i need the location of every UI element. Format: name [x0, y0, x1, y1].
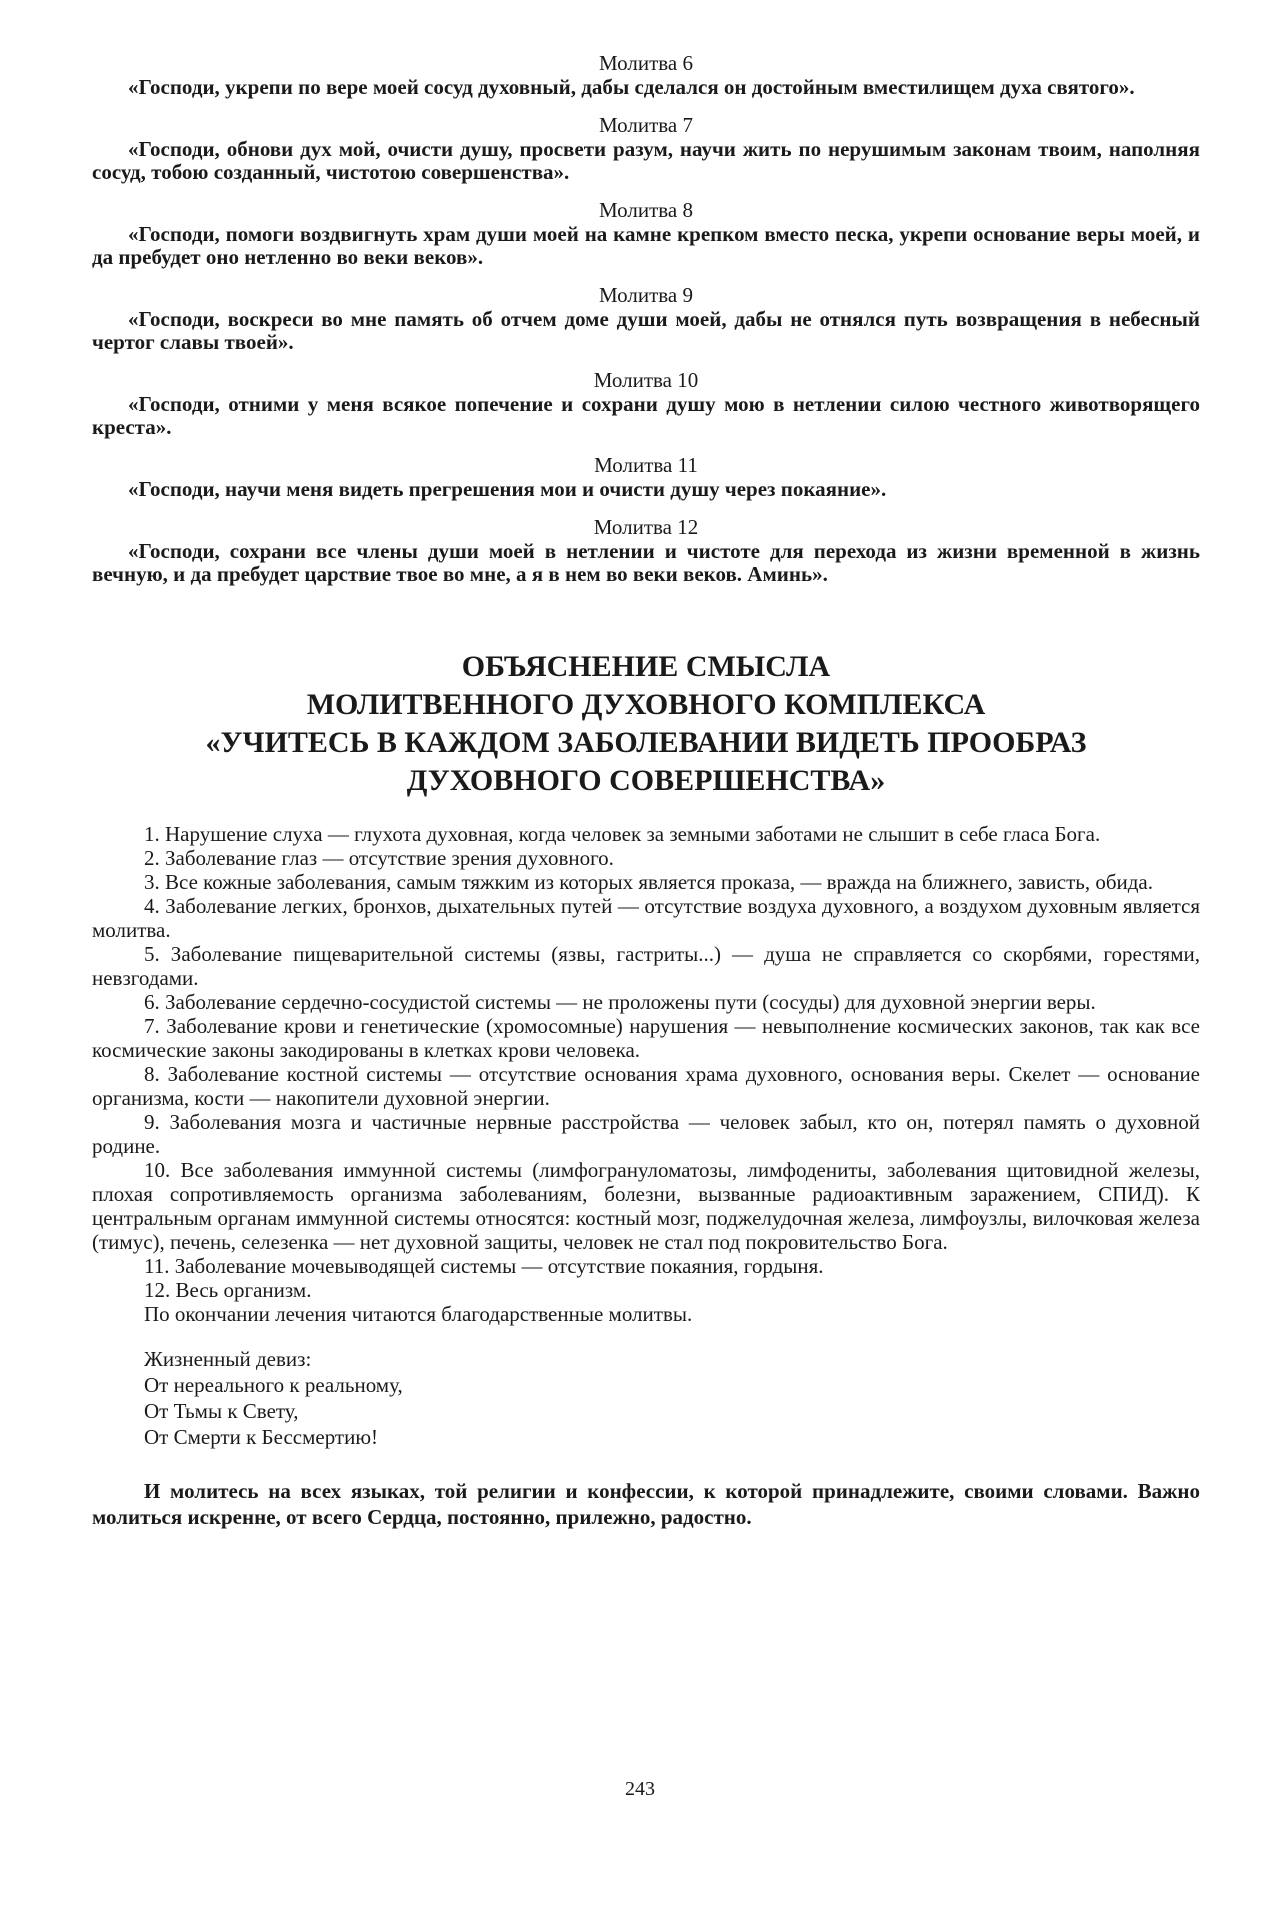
- list-item: 10. Все заболевания иммунной системы (лимфогрануломатозы, лимфодениты, заболевания щитовидной железы, плохая сопротивляемость организма заболеваниям, болезни, вызванные радиоактивным заражением, СПИД). К центральным органам иммунной системы относятся: костный мозг, поджелудочная железа, лимфоузлы, вилочковая железа (тимус), печень, селезенка — нет духовной защиты, человек не стал под покровительство Бога.: [92, 1158, 1200, 1254]
- list-item: 12. Весь организм.: [144, 1278, 312, 1302]
- page-content: [92, 50, 1200, 1551]
- prayer-title: Молитва 7: [599, 113, 693, 137]
- prayer-title: Молитва 6: [599, 51, 693, 75]
- list-item: 3. Все кожные заболевания, самым тяжким из которых является проказа, — вражда на ближнего, зависть, обида.: [144, 870, 1154, 894]
- motto-label: Жизненный девиз:: [144, 1347, 312, 1371]
- list-item: 2. Заболевание глаз — отсутствие зрения духовного.: [144, 846, 614, 870]
- prayer-block: [92, 514, 1200, 586]
- disease-list: [92, 822, 1200, 1302]
- prayer-block: [92, 112, 1200, 184]
- list-item: 1. Нарушение слуха — глухота духовная, когда человек за земными заботами не слышит в себе гласа Бога.: [144, 822, 1101, 846]
- prayer-text: «Господи, воскреси во мне память об отчем доме души моей, дабы не отнялся путь возвращения в небесный чертог славы твоей».: [92, 307, 1200, 354]
- prayer-block: [92, 452, 1200, 501]
- prayer-text: «Господи, обнови дух мой, очисти душу, просвети разум, научи жить по нерушимым законам твоим, наполняя сосуд, тобою созданный, чистотою совершенства».: [92, 137, 1200, 184]
- list-item: 6. Заболевание сердечно-сосудистой системы — не проложены пути (сосуды) для духовной энергии веры.: [144, 990, 1096, 1014]
- prayer-title: Молитва 9: [599, 283, 693, 307]
- page-number: 243: [625, 1778, 655, 1800]
- list-item: 11. Заболевание мочевыводящей системы — отсутствие покаяния, гордыня.: [144, 1254, 824, 1278]
- heading-line: МОЛИТВЕННОГО ДУХОВНОГО КОМПЛЕКСА: [306, 688, 986, 721]
- prayer-text: «Господи, отними у меня всякое попечение и сохрани душу мою в нетлении силою честного животворящего креста».: [92, 392, 1200, 439]
- prayer-block: [92, 367, 1200, 439]
- list-item: 4. Заболевание легких, бронхов, дыхательных путей — отсутствие воздуха духовного, а воздухом духовным является молитва.: [92, 894, 1200, 942]
- prayer-block: [92, 197, 1200, 269]
- heading-line: «УЧИТЕСЬ В КАЖДОМ ЗАБОЛЕВАНИИ ВИДЕТЬ ПРООБРАЗ: [205, 726, 1087, 759]
- list-item: 8. Заболевание костной системы — отсутствие основания храма духовного, основания веры. Скелет — основание организма, кости — накопители духовной энергии.: [92, 1062, 1200, 1110]
- motto-line: От Смерти к Бессмертию!: [144, 1425, 379, 1449]
- section-heading: [92, 648, 1200, 800]
- prayer-title: Молитва 10: [593, 368, 699, 392]
- heading-line: ОБЪЯСНЕНИЕ СМЫСЛА: [461, 650, 831, 683]
- list-item: 5. Заболевание пищеварительной системы (язвы, гастриты...) — душа не справляется со скорбями, горестями, невзгодами.: [92, 942, 1200, 990]
- prayer-title: Молитва 11: [594, 453, 698, 477]
- list-item: 7. Заболевание крови и генетические (хромосомные) нарушения — невыполнение космических законов, так как все космические законы закодированы в клетках крови человека.: [92, 1014, 1200, 1062]
- prayer-title: Молитва 12: [593, 515, 699, 539]
- prayer-title: Молитва 8: [599, 198, 693, 222]
- heading-line: ДУХОВНОГО СОВЕРШЕНСТВА»: [406, 764, 886, 797]
- final-paragraph: И молитесь на всех языках, той религии и конфессии, к которой принадлежите, своими словами. Важно молиться искренне, от всего Сердца, постоянно, прилежно, радостно.: [92, 1479, 1200, 1529]
- prayer-text: «Господи, помоги воздвигнуть храм души моей на камне крепком вместо песка, укрепи основание веры моей, и да пребудет оно нетленно во веки веков».: [92, 222, 1200, 269]
- prayer-text: «Господи, укрепи по вере моей сосуд духовный, дабы сделался он достойным вместилищем духа святого».: [128, 75, 1135, 99]
- motto-line: От Тьмы к Свету,: [144, 1399, 299, 1423]
- closing-note: По окончании лечения читаются благодарственные молитвы.: [144, 1302, 693, 1326]
- life-motto: [92, 1346, 1200, 1450]
- prayer-text: «Господи, сохрани все члены души моей в нетлении и чистоте для перехода из жизни временной в жизнь вечную, и да пребудет царствие твое во мне, а я в нем во веки веков. Аминь».: [92, 539, 1200, 586]
- motto-line: От нереального к реальному,: [144, 1373, 403, 1397]
- list-item: 9. Заболевания мозга и частичные нервные расстройства — человек забыл, кто он, потерял память о духовной родине.: [92, 1110, 1200, 1158]
- prayer-block: [92, 282, 1200, 354]
- prayer-text: «Господи, научи меня видеть прегрешения мои и очисти душу через покаяние».: [128, 477, 887, 501]
- prayer-block: [92, 50, 1200, 99]
